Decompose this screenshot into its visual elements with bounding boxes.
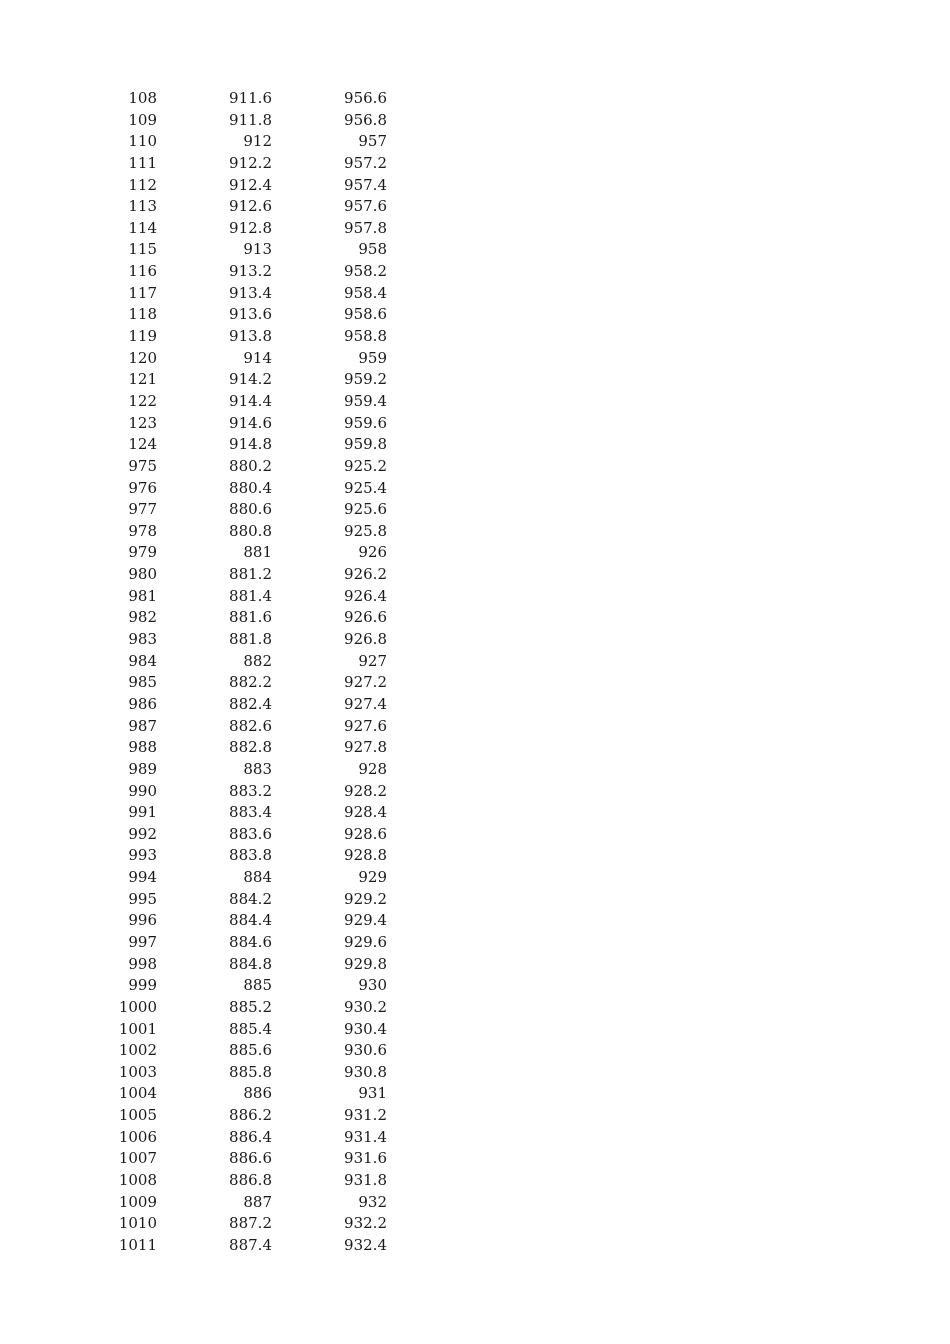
channel-cell: 994: [128, 868, 157, 887]
frequency-a-cell: 884.6: [229, 932, 272, 951]
table-row: [0, 845, 950, 867]
frequency-b-cell: 957.6: [344, 197, 387, 216]
frequency-a-cell: 881.2: [229, 565, 272, 584]
frequency-b-cell: 925.4: [344, 478, 387, 497]
frequency-a-cell: 886.6: [229, 1149, 272, 1168]
data-table: [0, 88, 950, 1257]
channel-cell: 984: [128, 651, 157, 670]
frequency-b-cell: 928.2: [344, 781, 387, 800]
frequency-b-cell: 926.2: [344, 565, 387, 584]
channel-cell: 978: [128, 521, 157, 540]
frequency-a-cell: 882.6: [229, 716, 272, 735]
table-row: [0, 131, 950, 153]
table-row: [0, 434, 950, 456]
frequency-a-cell: 881: [243, 543, 272, 562]
table-row: [0, 1235, 950, 1257]
table-row: [0, 867, 950, 889]
frequency-a-cell: 885.4: [229, 1019, 272, 1038]
frequency-a-cell: 911.6: [229, 89, 272, 107]
frequency-b-cell: 957.8: [344, 218, 387, 237]
table-row: [0, 564, 950, 586]
frequency-b-cell: 932.4: [344, 1235, 387, 1254]
frequency-b-cell: 932.2: [344, 1214, 387, 1233]
table-row: [0, 997, 950, 1019]
frequency-a-cell: 882.2: [229, 673, 272, 692]
channel-cell: 997: [128, 932, 157, 951]
table-row: [0, 196, 950, 218]
table-row: [0, 932, 950, 954]
frequency-a-cell: 913.4: [229, 283, 272, 302]
table-row: [0, 716, 950, 738]
frequency-b-cell: 958.4: [344, 283, 387, 302]
frequency-b-cell: 928: [358, 759, 387, 778]
frequency-a-cell: 883.2: [229, 781, 272, 800]
frequency-a-cell: 881.6: [229, 608, 272, 627]
table-row: [0, 1170, 950, 1192]
table-row: [0, 629, 950, 651]
table-row: [0, 175, 950, 197]
table-row: [0, 521, 950, 543]
channel-cell: 993: [128, 846, 157, 865]
channel-cell: 1011: [118, 1235, 157, 1254]
frequency-a-cell: 883: [243, 759, 272, 778]
frequency-a-cell: 883.8: [229, 846, 272, 865]
frequency-a-cell: 914: [243, 348, 272, 367]
frequency-b-cell: 928.8: [344, 846, 387, 865]
frequency-b-cell: 927.8: [344, 738, 387, 757]
table-row: [0, 239, 950, 261]
table-row: [0, 326, 950, 348]
table-row: [0, 1148, 950, 1170]
channel-cell: 1002: [118, 1041, 157, 1060]
channel-cell: 1010: [118, 1214, 157, 1233]
table-row: [0, 1019, 950, 1041]
table-row: [0, 910, 950, 932]
frequency-b-cell: 931: [358, 1084, 387, 1103]
frequency-b-cell: 929.2: [344, 889, 387, 908]
channel-cell: 1004: [118, 1084, 157, 1103]
channel-cell: 114: [128, 218, 157, 237]
channel-cell: 986: [128, 694, 157, 713]
frequency-a-cell: 914.8: [229, 435, 272, 454]
table-row: [0, 369, 950, 391]
channel-cell: 999: [128, 976, 157, 995]
table-row: [0, 304, 950, 326]
frequency-a-cell: 912.6: [229, 197, 272, 216]
channel-cell: 989: [128, 759, 157, 778]
table-row: [0, 781, 950, 803]
frequency-b-cell: 958.8: [344, 327, 387, 346]
frequency-a-cell: 882.8: [229, 738, 272, 757]
table-row: [0, 1127, 950, 1149]
frequency-b-cell: 928.6: [344, 824, 387, 843]
frequency-b-cell: 927.6: [344, 716, 387, 735]
frequency-a-cell: 911.8: [229, 110, 272, 129]
frequency-b-cell: 925.8: [344, 521, 387, 540]
frequency-b-cell: 929.6: [344, 932, 387, 951]
channel-cell: 985: [128, 673, 157, 692]
frequency-b-cell: 931.4: [344, 1127, 387, 1146]
frequency-a-cell: 880.2: [229, 456, 272, 475]
frequency-a-cell: 881.4: [229, 586, 272, 605]
frequency-b-cell: 929: [358, 868, 387, 887]
channel-cell: 115: [128, 240, 157, 259]
frequency-b-cell: 927.2: [344, 673, 387, 692]
channel-cell: 990: [128, 781, 157, 800]
frequency-a-cell: 885: [243, 976, 272, 995]
table-row: [0, 1105, 950, 1127]
table-row: [0, 586, 950, 608]
channel-cell: 1003: [118, 1062, 157, 1081]
frequency-a-cell: 914.2: [229, 370, 272, 389]
frequency-a-cell: 884.8: [229, 954, 272, 973]
frequency-a-cell: 885.2: [229, 997, 272, 1016]
frequency-b-cell: 930.6: [344, 1041, 387, 1060]
table-row: [0, 889, 950, 911]
channel-cell: 992: [128, 824, 157, 843]
channel-cell: 111: [128, 153, 157, 172]
frequency-a-cell: 880.4: [229, 478, 272, 497]
channel-cell: 988: [128, 738, 157, 757]
table-row: [0, 153, 950, 175]
channel-cell: 1000: [118, 997, 157, 1016]
frequency-a-cell: 913.2: [229, 262, 272, 281]
frequency-b-cell: 929.4: [344, 911, 387, 930]
frequency-b-cell: 930.4: [344, 1019, 387, 1038]
frequency-b-cell: 930.2: [344, 997, 387, 1016]
frequency-a-cell: 887: [243, 1192, 272, 1211]
channel-cell: 109: [128, 110, 157, 129]
table-row: [0, 391, 950, 413]
frequency-a-cell: 886.2: [229, 1106, 272, 1125]
frequency-a-cell: 913.6: [229, 305, 272, 324]
table-row: [0, 413, 950, 435]
frequency-a-cell: 884.4: [229, 911, 272, 930]
frequency-b-cell: 927.4: [344, 694, 387, 713]
channel-cell: 995: [128, 889, 157, 908]
table-row: [0, 348, 950, 370]
frequency-b-cell: 931.6: [344, 1149, 387, 1168]
frequency-b-cell: 927: [358, 651, 387, 670]
channel-cell: 124: [128, 435, 157, 454]
frequency-b-cell: 959.2: [344, 370, 387, 389]
table-row: [0, 218, 950, 240]
channel-cell: 108: [128, 89, 157, 107]
channel-cell: 982: [128, 608, 157, 627]
channel-cell: 116: [128, 262, 157, 281]
table-row: [0, 954, 950, 976]
frequency-a-cell: 886.8: [229, 1171, 272, 1190]
table-row: [0, 261, 950, 283]
table-row: [0, 975, 950, 997]
frequency-a-cell: 886: [243, 1084, 272, 1103]
frequency-a-cell: 883.4: [229, 803, 272, 822]
table-row: [0, 456, 950, 478]
frequency-b-cell: 957: [358, 132, 387, 151]
channel-cell: 1001: [118, 1019, 157, 1038]
table-row: [0, 672, 950, 694]
channel-cell: 983: [128, 630, 157, 649]
table-row: [0, 1040, 950, 1062]
channel-cell: 110: [128, 132, 157, 151]
channel-cell: 981: [128, 586, 157, 605]
frequency-a-cell: 882: [243, 651, 272, 670]
frequency-a-cell: 887.4: [229, 1235, 272, 1254]
frequency-b-cell: 926.6: [344, 608, 387, 627]
frequency-a-cell: 887.2: [229, 1214, 272, 1233]
table-row: [0, 737, 950, 759]
frequency-b-cell: 957.4: [344, 175, 387, 194]
channel-cell: 113: [128, 197, 157, 216]
frequency-b-cell: 956.6: [344, 89, 387, 107]
channel-cell: 998: [128, 954, 157, 973]
channel-cell: 1007: [118, 1149, 157, 1168]
table-row: [0, 694, 950, 716]
table-row: [0, 1213, 950, 1235]
table-row: [0, 478, 950, 500]
frequency-a-cell: 914.4: [229, 391, 272, 410]
frequency-a-cell: 912.2: [229, 153, 272, 172]
frequency-b-cell: 932: [358, 1192, 387, 1211]
table-row: [0, 110, 950, 132]
frequency-b-cell: 930: [358, 976, 387, 995]
channel-cell: 991: [128, 803, 157, 822]
channel-cell: 118: [128, 305, 157, 324]
frequency-b-cell: 956.8: [344, 110, 387, 129]
channel-cell: 1009: [118, 1192, 157, 1211]
channel-cell: 119: [128, 327, 157, 346]
frequency-a-cell: 881.8: [229, 630, 272, 649]
frequency-b-cell: 957.2: [344, 153, 387, 172]
table-row: [0, 88, 950, 110]
table-row: [0, 759, 950, 781]
table-row: [0, 542, 950, 564]
frequency-a-cell: 884.2: [229, 889, 272, 908]
frequency-b-cell: 931.8: [344, 1171, 387, 1190]
channel-cell: 976: [128, 478, 157, 497]
frequency-a-cell: 912.8: [229, 218, 272, 237]
channel-cell: 979: [128, 543, 157, 562]
channel-cell: 121: [128, 370, 157, 389]
table-row: [0, 499, 950, 521]
channel-cell: 980: [128, 565, 157, 584]
frequency-b-cell: 926.4: [344, 586, 387, 605]
table-row: [0, 1192, 950, 1214]
frequency-a-cell: 885.8: [229, 1062, 272, 1081]
frequency-b-cell: 925.2: [344, 456, 387, 475]
table-row: [0, 283, 950, 305]
frequency-b-cell: 959.6: [344, 413, 387, 432]
table-row: [0, 802, 950, 824]
frequency-a-cell: 882.4: [229, 694, 272, 713]
channel-cell: 1008: [118, 1171, 157, 1190]
frequency-a-cell: 886.4: [229, 1127, 272, 1146]
frequency-a-cell: 884: [243, 868, 272, 887]
channel-cell: 987: [128, 716, 157, 735]
channel-cell: 112: [128, 175, 157, 194]
frequency-b-cell: 925.6: [344, 500, 387, 519]
channel-cell: 977: [128, 500, 157, 519]
frequency-a-cell: 885.6: [229, 1041, 272, 1060]
table-row: [0, 1083, 950, 1105]
frequency-b-cell: 926: [358, 543, 387, 562]
channel-cell: 117: [128, 283, 157, 302]
frequency-b-cell: 959.8: [344, 435, 387, 454]
channel-cell: 996: [128, 911, 157, 930]
frequency-a-cell: 912.4: [229, 175, 272, 194]
frequency-b-cell: 959: [358, 348, 387, 367]
channel-cell: 1006: [118, 1127, 157, 1146]
frequency-b-cell: 928.4: [344, 803, 387, 822]
frequency-b-cell: 958.6: [344, 305, 387, 324]
frequency-b-cell: 930.8: [344, 1062, 387, 1081]
frequency-b-cell: 926.8: [344, 630, 387, 649]
frequency-b-cell: 931.2: [344, 1106, 387, 1125]
frequency-b-cell: 959.4: [344, 391, 387, 410]
frequency-b-cell: 929.8: [344, 954, 387, 973]
frequency-a-cell: 912: [243, 132, 272, 151]
frequency-b-cell: 958: [358, 240, 387, 259]
frequency-b-cell: 958.2: [344, 262, 387, 281]
table-row: [0, 607, 950, 629]
frequency-a-cell: 913.8: [229, 327, 272, 346]
frequency-a-cell: 913: [243, 240, 272, 259]
frequency-a-cell: 914.6: [229, 413, 272, 432]
channel-cell: 975: [128, 456, 157, 475]
channel-cell: 123: [128, 413, 157, 432]
channel-cell: 122: [128, 391, 157, 410]
table-row: [0, 1062, 950, 1084]
frequency-a-cell: 880.6: [229, 500, 272, 519]
table-row: [0, 651, 950, 673]
frequency-a-cell: 883.6: [229, 824, 272, 843]
table-row: [0, 824, 950, 846]
channel-cell: 1005: [118, 1106, 157, 1125]
frequency-a-cell: 880.8: [229, 521, 272, 540]
channel-cell: 120: [128, 348, 157, 367]
